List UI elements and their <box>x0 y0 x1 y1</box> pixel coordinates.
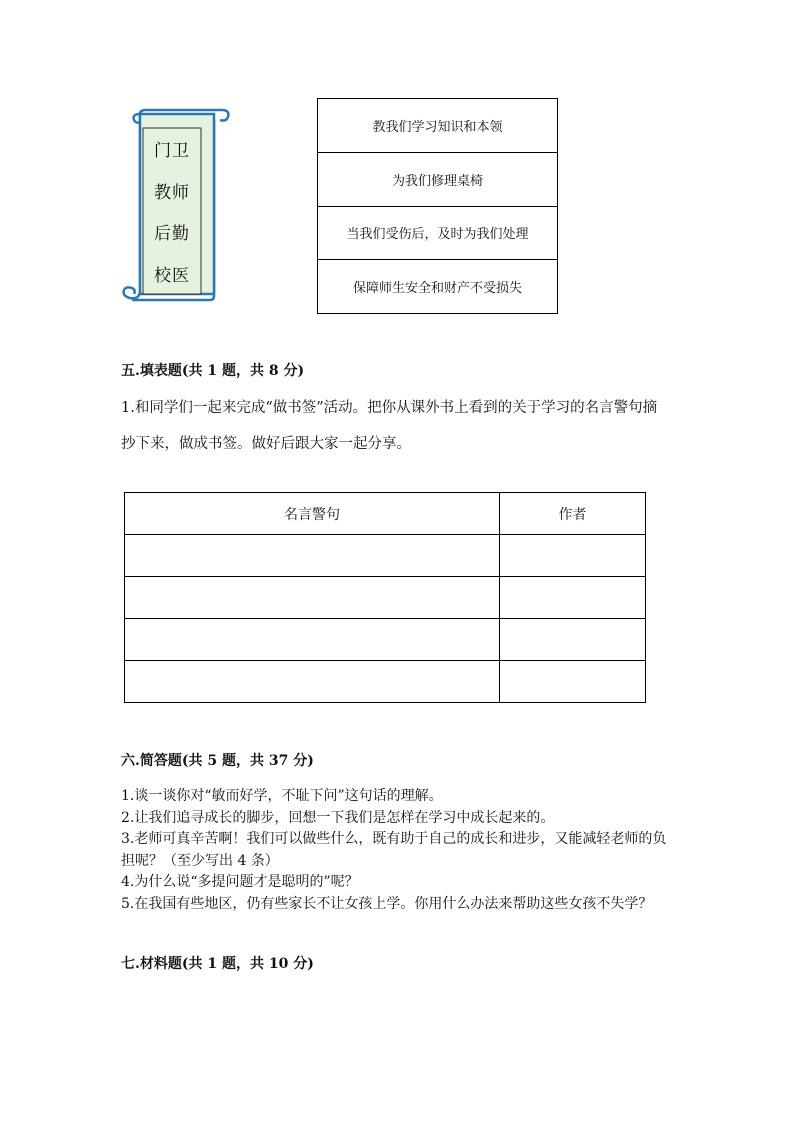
quote-cell[interactable] <box>125 619 500 661</box>
quote-cell[interactable] <box>125 661 500 703</box>
quote-cell[interactable] <box>125 577 500 619</box>
question-list <box>121 786 671 915</box>
question-item: 5.在我国有些地区，仍有些家长不让女孩上学。你用什么办法来帮助这些女孩不失学？ <box>121 895 653 912</box>
table-row <box>125 661 646 703</box>
table-row <box>125 535 646 577</box>
author-cell[interactable] <box>500 535 646 577</box>
question-item: 3.老师可真辛苦啊！我们可以做些什么，既有助于自己的成长和进步，又能减轻老师的负担呢？（至少写出 4 条） <box>121 831 667 869</box>
role-scroll <box>118 108 232 303</box>
role-teacher: 教师 <box>154 182 190 203</box>
question-item: 2.让我们追寻成长的脚步，回想一下我们是怎样在学习中成长起来的。 <box>121 809 555 826</box>
role-guard: 门卫 <box>154 141 190 162</box>
duty-item: 保障师生安全和财产不受损失 <box>352 281 522 297</box>
role-doctor: 校医 <box>154 265 190 286</box>
section6-title: 六.简答题(共 5 题，共 37 分) <box>121 753 314 769</box>
question-item: 4.为什么说“多提问题才是聪明的”呢？ <box>121 874 359 890</box>
header-author: 作者 <box>500 493 646 535</box>
table-row <box>125 577 646 619</box>
author-cell[interactable] <box>500 577 646 619</box>
author-cell[interactable] <box>500 661 646 703</box>
quote-table <box>124 492 646 703</box>
duty-item: 当我们受伤后，及时为我们处理 <box>318 207 557 261</box>
header-quote: 名言警句 <box>125 493 500 535</box>
duty-table <box>317 98 558 314</box>
section5-title: 五.填表题(共 1 题，共 8 分) <box>121 363 305 379</box>
table-row <box>125 619 646 661</box>
duty-item: 为我们修理桌椅 <box>318 153 557 207</box>
section7-title: 七.材料题(共 1 题，共 10 分) <box>121 956 314 972</box>
author-cell[interactable] <box>500 619 646 661</box>
question-item: 1.谈一谈你对“敏而好学，不耻下问”这句话的理解。 <box>121 788 443 804</box>
duty-item: 教我们学习知识和本领 <box>318 99 557 153</box>
role-logistics: 后勤 <box>154 224 190 245</box>
table-header-row <box>125 493 646 535</box>
section5-question: 1.和同学们一起来完成“做书签”活动。把你从课外书上看到的关于学习的名言警句摘抄下来，做成书签。做好后跟大家一起分享。 <box>121 400 658 452</box>
quote-cell[interactable] <box>125 535 500 577</box>
role-list <box>143 128 201 294</box>
